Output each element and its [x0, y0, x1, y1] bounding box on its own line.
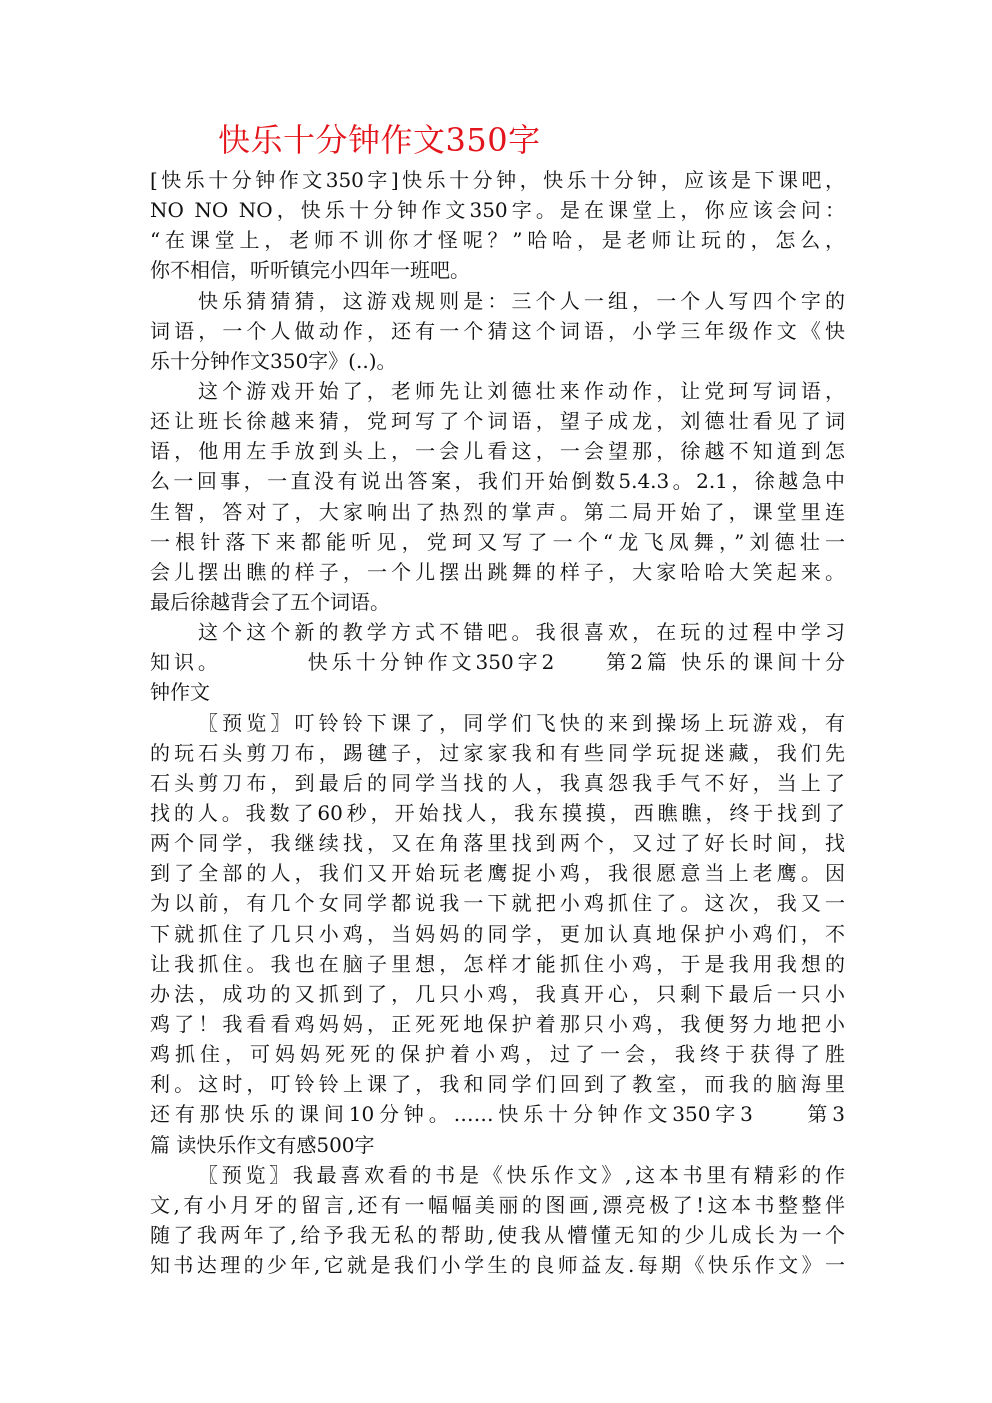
text-line: 这个这个新的教学方式不错吧。我很喜欢，在玩的过程中学习	[198, 620, 845, 645]
text-line: 快乐猜猜猜，这游戏规则是：三个人一组，一个人写四个字的	[198, 288, 845, 313]
text-line: 最后徐越背会了五个词语。	[150, 589, 390, 614]
text-line: 会儿摆出瞧的样子，一个儿摆出跳舞的样子，大家哈哈大笑起来。	[150, 559, 845, 584]
text-line: 找的人。我数了60秒，开始找人，我东摸摸，西瞧瞧，终于找到了	[150, 800, 845, 825]
document-title: 快乐十分钟作文350字	[218, 121, 541, 159]
text-line: 么一回事，一直没有说出答案，我们开始倒数5.4.3。2.1，徐越急中	[150, 469, 845, 494]
text-line: 鸡了！我看看鸡妈妈，正死死地保护着那只小鸡，我便努力地把小	[150, 1011, 845, 1036]
text-line: 〖预览〗我最喜欢看的书是《快乐作文》,这本书里有精彩的作	[198, 1162, 845, 1187]
text-line: 生智，答对了，大家响出了热烈的掌声。第二局开始了，课堂里连	[150, 499, 845, 524]
text-line: 石头剪刀布，到最后的同学当找的人，我真怨我手气不好，当上了	[150, 770, 845, 795]
text-line: “在课堂上，老师不训你才怪呢？”哈哈，是老师让玩的，怎么，	[150, 228, 845, 253]
text-line: 你不相信，听听镇完小四年一班吧。	[150, 258, 470, 283]
text-line: 钟作文	[150, 680, 210, 705]
text-line: 利。这时，叮铃铃上课了，我和同学们回到了教室，而我的脑海里	[150, 1072, 845, 1097]
text-line: 知识。 快乐十分钟作文350字2 第2篇 快乐的课间十分	[150, 650, 845, 675]
text-line: 办法，成功的又抓到了，几只小鸡，我真开心，只剩下最后一只小	[150, 981, 845, 1006]
text-line: 语，他用左手放到头上，一会儿看这，一会望那，徐越不知道到怎	[150, 439, 845, 464]
text-line: 知书达理的少年,它就是我们小学生的良师益友.每期《快乐作文》一	[150, 1253, 845, 1278]
text-line: 篇 读快乐作文有感500字	[150, 1132, 375, 1157]
text-line: 文,有小月牙的留言,还有一幅幅美丽的图画,漂亮极了!这本书整整伴	[150, 1192, 845, 1217]
text-line: 为以前，有几个女同学都说我一下就把小鸡抓住了。这次，我又一	[150, 891, 845, 916]
text-line: 随了我两年了,给予我无私的帮助,使我从懵懂无知的少儿成长为一个	[150, 1222, 845, 1247]
text-line: 词语，一个人做动作，还有一个猜这个词语，小学三年级作文《快	[150, 318, 845, 343]
text-line: 乐十分钟作文350字》(..)。	[150, 348, 397, 373]
document-body	[150, 165, 845, 1280]
text-line: 的玩石头剪刀布，踢毽子，过家家我和有些同学玩捉迷藏，我们先	[150, 740, 845, 765]
text-line: 一根针落下来都能听见，党珂又写了一个“龙飞凤舞，”刘德壮一	[150, 529, 845, 554]
text-line: 两个同学，我继续找，又在角落里找到两个，又过了好长时间，找	[150, 831, 845, 856]
text-line: 〖预览〗叮铃铃下课了，同学们飞快的来到操场上玩游戏，有	[198, 710, 845, 735]
text-line: 到了全部的人，我们又开始玩老鹰捉小鸡，我很愿意当上老鹰。因	[150, 861, 845, 886]
text-line: NO NO NO，快乐十分钟作文350字。是在课堂上，你应该会问：	[150, 198, 845, 223]
text-line: [快乐十分钟作文350字]快乐十分钟，快乐十分钟，应该是下课吧，	[150, 168, 845, 192]
text-line: 鸡抓住，可妈妈死死的保护着小鸡，过了一会，我终于获得了胜	[150, 1042, 845, 1067]
text-line: 还让班长徐越来猜，党珂写了个词语，望子成龙，刘德壮看见了词	[150, 409, 845, 434]
text-line: 还有那快乐的课间10分钟。……快乐十分钟作文350字3 第3	[150, 1102, 845, 1127]
text-line: 让我抓住。我也在脑子里想，怎样才能抓住小鸡，于是我用我想的	[150, 951, 845, 976]
text-line: 这个游戏开始了，老师先让刘德壮来作动作，让党珂写词语，	[198, 378, 845, 403]
text-line: 下就抓住了几只小鸡，当妈妈的同学，更加认真地保护小鸡们，不	[150, 921, 845, 946]
